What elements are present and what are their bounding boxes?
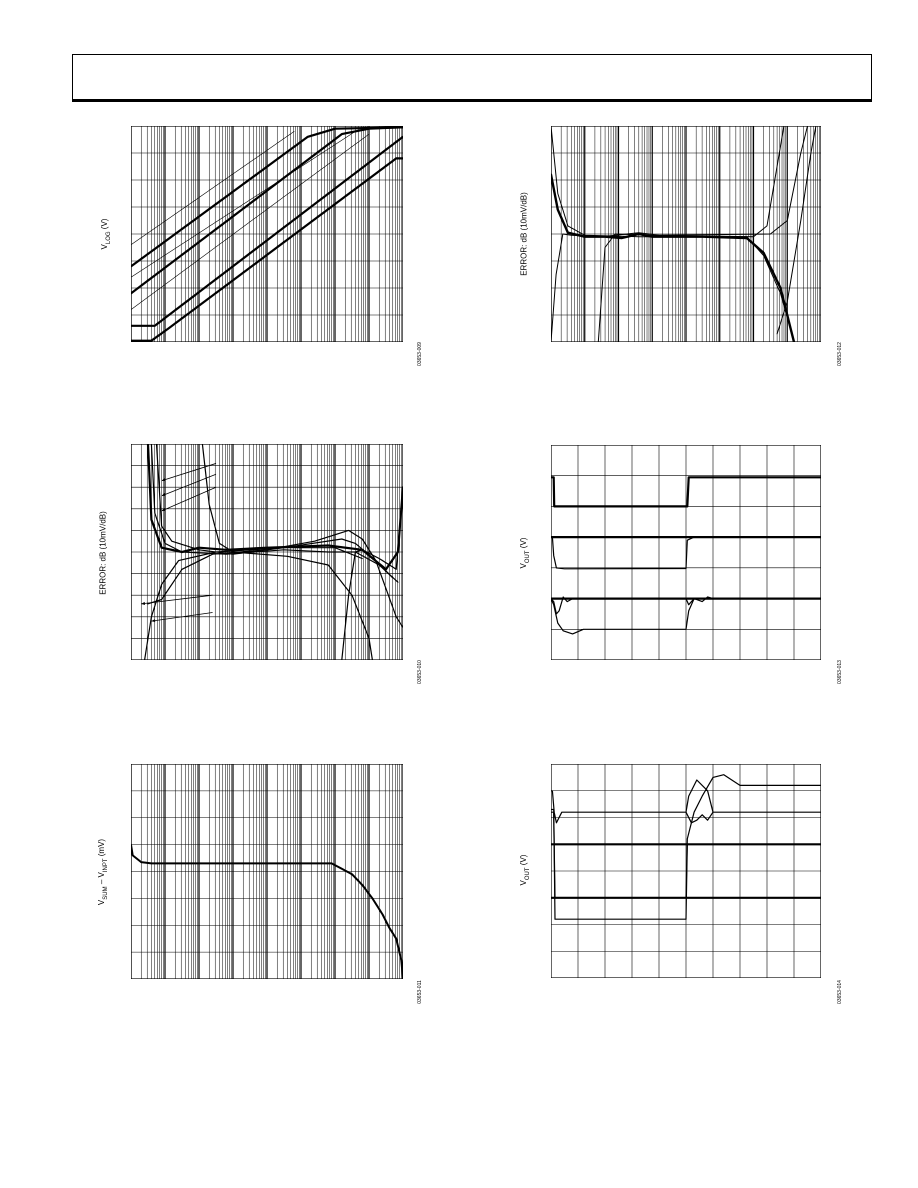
chart-4-figure-code: 03653-013 [837, 660, 843, 684]
chart-1-ylabel: $V_{LOG}$ (V) [100, 218, 112, 250]
page-header-box [72, 54, 872, 102]
chart-5-plot [131, 764, 403, 979]
chart-1-plot [131, 126, 403, 342]
chart-3-series-5 [148, 530, 403, 627]
chart-5-ylabel: $V_{SUM} - V_{INPT}$ (mV) [97, 838, 109, 906]
chart-2-plot [551, 126, 821, 342]
chart-6-plot [551, 764, 821, 978]
chart-3-pointer-4 [141, 595, 212, 604]
chart-2-grid [551, 126, 821, 342]
chart-1-figure-code: 03653-009 [417, 342, 423, 366]
chart-4-ylabel: $V_{OUT}$ (V) [519, 537, 531, 569]
chart-3-plot [131, 444, 403, 660]
chart-2-ylabel: ERROR: dB (10mV/dB) [519, 192, 529, 276]
chart-3-series-2 [151, 444, 398, 582]
chart-3-grid [131, 444, 403, 660]
chart-1-grid [131, 126, 403, 342]
chart-6-figure-code: 03653-014 [837, 980, 843, 1004]
chart-3-figure-code: 03653-010 [417, 660, 423, 684]
chart-3-ylabel: ERROR: dB (10mV/dB) [98, 511, 108, 595]
chart-4-plot [551, 445, 821, 660]
chart-3-pointer-head-5 [151, 619, 155, 622]
chart-6-ylabel: $V_{OUT}$ (V) [519, 854, 531, 886]
chart-5-grid [131, 764, 403, 979]
chart-2-figure-code: 03653-012 [837, 342, 843, 366]
chart-5-figure-code: 03653-011 [417, 980, 423, 1004]
